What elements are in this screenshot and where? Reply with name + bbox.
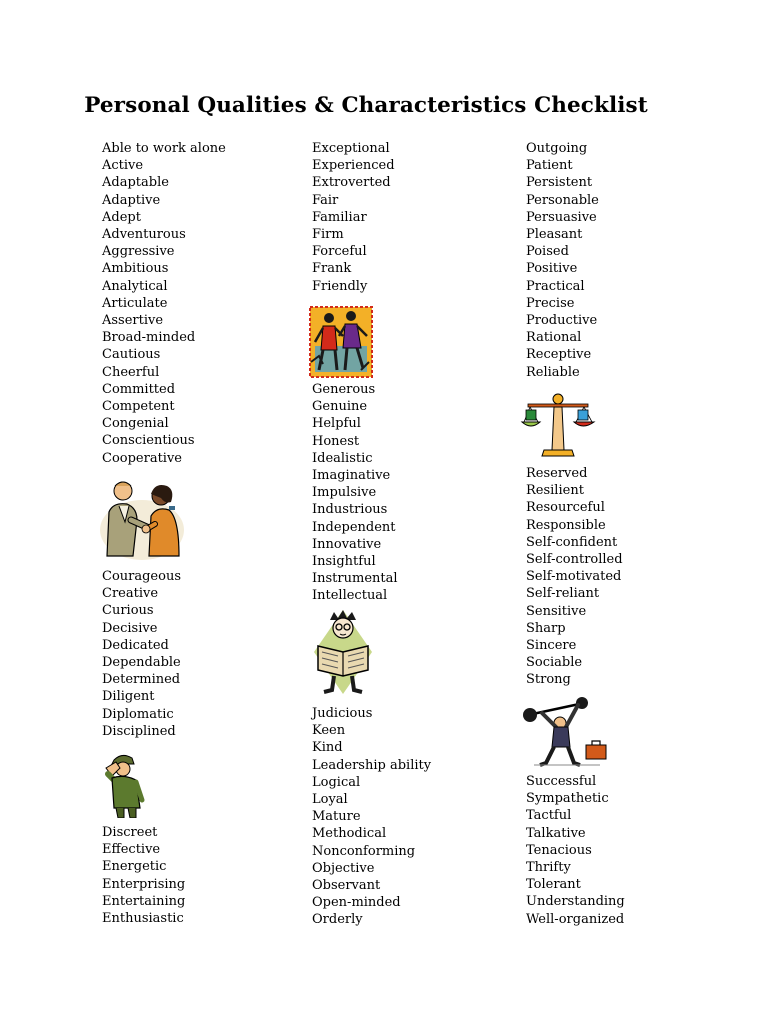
quality-item: Determined (102, 672, 181, 688)
weightlifter-clipart-icon (520, 697, 612, 769)
quality-item: Sincere (526, 638, 577, 653)
person-reading-book-clipart-icon (310, 608, 376, 696)
quality-item: Frank (312, 261, 352, 277)
quality-item: Committed (102, 381, 176, 397)
quality-item: Aggressive (102, 244, 175, 260)
quality-item: Sensitive (526, 603, 587, 619)
quality-item: Open-minded (312, 895, 401, 911)
quality-item: Adaptive (102, 192, 161, 208)
quality-item: Able to work alone (102, 141, 226, 156)
quality-item: Conscientious (102, 433, 195, 449)
quality-item: Rational (526, 330, 582, 346)
quality-item: Positive (526, 261, 578, 277)
quality-item: Creative (102, 586, 159, 602)
quality-item: Dedicated (102, 637, 169, 653)
quality-item: Competent (102, 399, 175, 414)
dancing-figures-clipart-icon (309, 306, 373, 378)
quality-item: Industrious (312, 502, 388, 518)
quality-item: Independent (312, 519, 396, 535)
quality-item: Courageous (102, 569, 181, 584)
quality-item: Observant (312, 878, 381, 893)
quality-item: Precise (526, 295, 575, 311)
quality-item: Nonconforming (312, 843, 416, 859)
quality-item: Cheerful (102, 364, 160, 380)
quality-item: Cautious (102, 347, 161, 363)
quality-item: Tenacious (526, 842, 592, 858)
quality-item: Persistent (526, 175, 593, 191)
quality-item: Reliable (526, 364, 580, 380)
quality-item: Personable (526, 192, 599, 208)
quality-item: Exceptional (312, 141, 390, 156)
quality-item: Idealistic (312, 450, 373, 466)
quality-item: Tolerant (526, 877, 581, 893)
quality-item: Outgoing (526, 141, 588, 156)
quality-item: Analytical (102, 278, 168, 294)
quality-item: Resourceful (526, 500, 605, 516)
quality-item: Responsible (526, 517, 606, 533)
quality-item: Enterprising (102, 876, 186, 892)
balance-scale-clipart-icon (520, 392, 596, 458)
quality-item: Genuine (312, 399, 368, 415)
quality-item: Extroverted (312, 175, 391, 191)
quality-item: Firm (312, 227, 344, 242)
quality-item: Mature (312, 809, 361, 825)
quality-item: Logical (312, 774, 361, 790)
quality-item: Disciplined (102, 723, 176, 739)
quality-item: Keen (312, 723, 346, 739)
quality-item: Self-motivated (526, 569, 622, 585)
quality-item: Honest (312, 433, 360, 449)
quality-item: Pleasant (526, 227, 583, 242)
quality-item: Receptive (526, 347, 592, 363)
quality-item: Broad-minded (102, 330, 196, 346)
quality-item: Forceful (312, 244, 367, 260)
quality-item: Familiar (312, 209, 367, 225)
quality-item: Poised (526, 244, 569, 260)
quality-item: Leadership ability (312, 757, 432, 773)
quality-item: Well-organized (526, 911, 625, 927)
quality-item: Enthusiastic (102, 911, 184, 926)
quality-item: Experienced (312, 158, 395, 174)
quality-item: Strong (526, 672, 571, 688)
quality-item: Objective (312, 860, 375, 876)
quality-item: Successful (526, 774, 597, 789)
quality-item: Adept (102, 209, 141, 225)
page-title: Personal Qualities & Characteristics Checklist (84, 93, 648, 118)
quality-item: Entertaining (102, 893, 186, 909)
quality-item: Articulate (102, 295, 168, 311)
quality-item: Self-reliant (526, 586, 600, 602)
quality-item: Diligent (102, 689, 155, 705)
quality-item: Resilient (526, 483, 584, 499)
quality-item: Cooperative (102, 450, 182, 466)
quality-item: Intellectual (312, 588, 388, 604)
quality-item: Impulsive (312, 485, 377, 501)
quality-item: Fair (312, 192, 339, 208)
quality-item: Persuasive (526, 209, 597, 225)
quality-item: Assertive (102, 313, 164, 328)
quality-item: Energetic (102, 859, 167, 875)
quality-item: Reserved (526, 466, 588, 481)
quality-item: Loyal (312, 792, 348, 807)
quality-item: Understanding (526, 894, 625, 910)
quality-item: Sharp (526, 620, 566, 636)
quality-item: Methodical (312, 826, 387, 842)
quality-item: Kind (312, 740, 343, 756)
quality-item: Talkative (526, 825, 586, 841)
quality-item: Thrifty (526, 860, 571, 875)
quality-item: Tactful (526, 808, 572, 824)
quality-item: Congenial (102, 416, 169, 432)
quality-item: Self-confident (526, 534, 618, 550)
quality-item: Effective (102, 842, 161, 858)
quality-item: Insightful (312, 554, 376, 569)
quality-item: Imaginative (312, 468, 391, 483)
quality-item: Sympathetic (526, 791, 609, 807)
quality-item: Orderly (312, 912, 363, 928)
quality-item: Sociable (526, 655, 583, 671)
quality-item: Productive (526, 313, 598, 328)
quality-item: Judicious (312, 706, 373, 721)
quality-item: Adaptable (102, 175, 169, 191)
quality-item: Helpful (312, 416, 361, 432)
handshake-clipart-icon (99, 478, 185, 560)
quality-item: Innovative (312, 536, 382, 552)
quality-item: Decisive (102, 620, 158, 636)
quality-item: Ambitious (102, 261, 169, 277)
quality-item: Discreet (102, 825, 158, 840)
quality-item: Friendly (312, 278, 368, 294)
quality-item: Self-controlled (526, 552, 623, 567)
quality-item: Diplomatic (102, 706, 174, 722)
quality-item: Practical (526, 278, 585, 294)
quality-item: Generous (312, 382, 376, 397)
quality-item: Curious (102, 603, 154, 619)
quality-item: Active (102, 158, 144, 174)
quality-item: Dependable (102, 655, 181, 670)
quality-item: Patient (526, 158, 573, 174)
quality-item: Adventurous (102, 227, 186, 242)
quality-item: Instrumental (312, 571, 398, 587)
saluting-soldier-clipart-icon (100, 752, 152, 818)
